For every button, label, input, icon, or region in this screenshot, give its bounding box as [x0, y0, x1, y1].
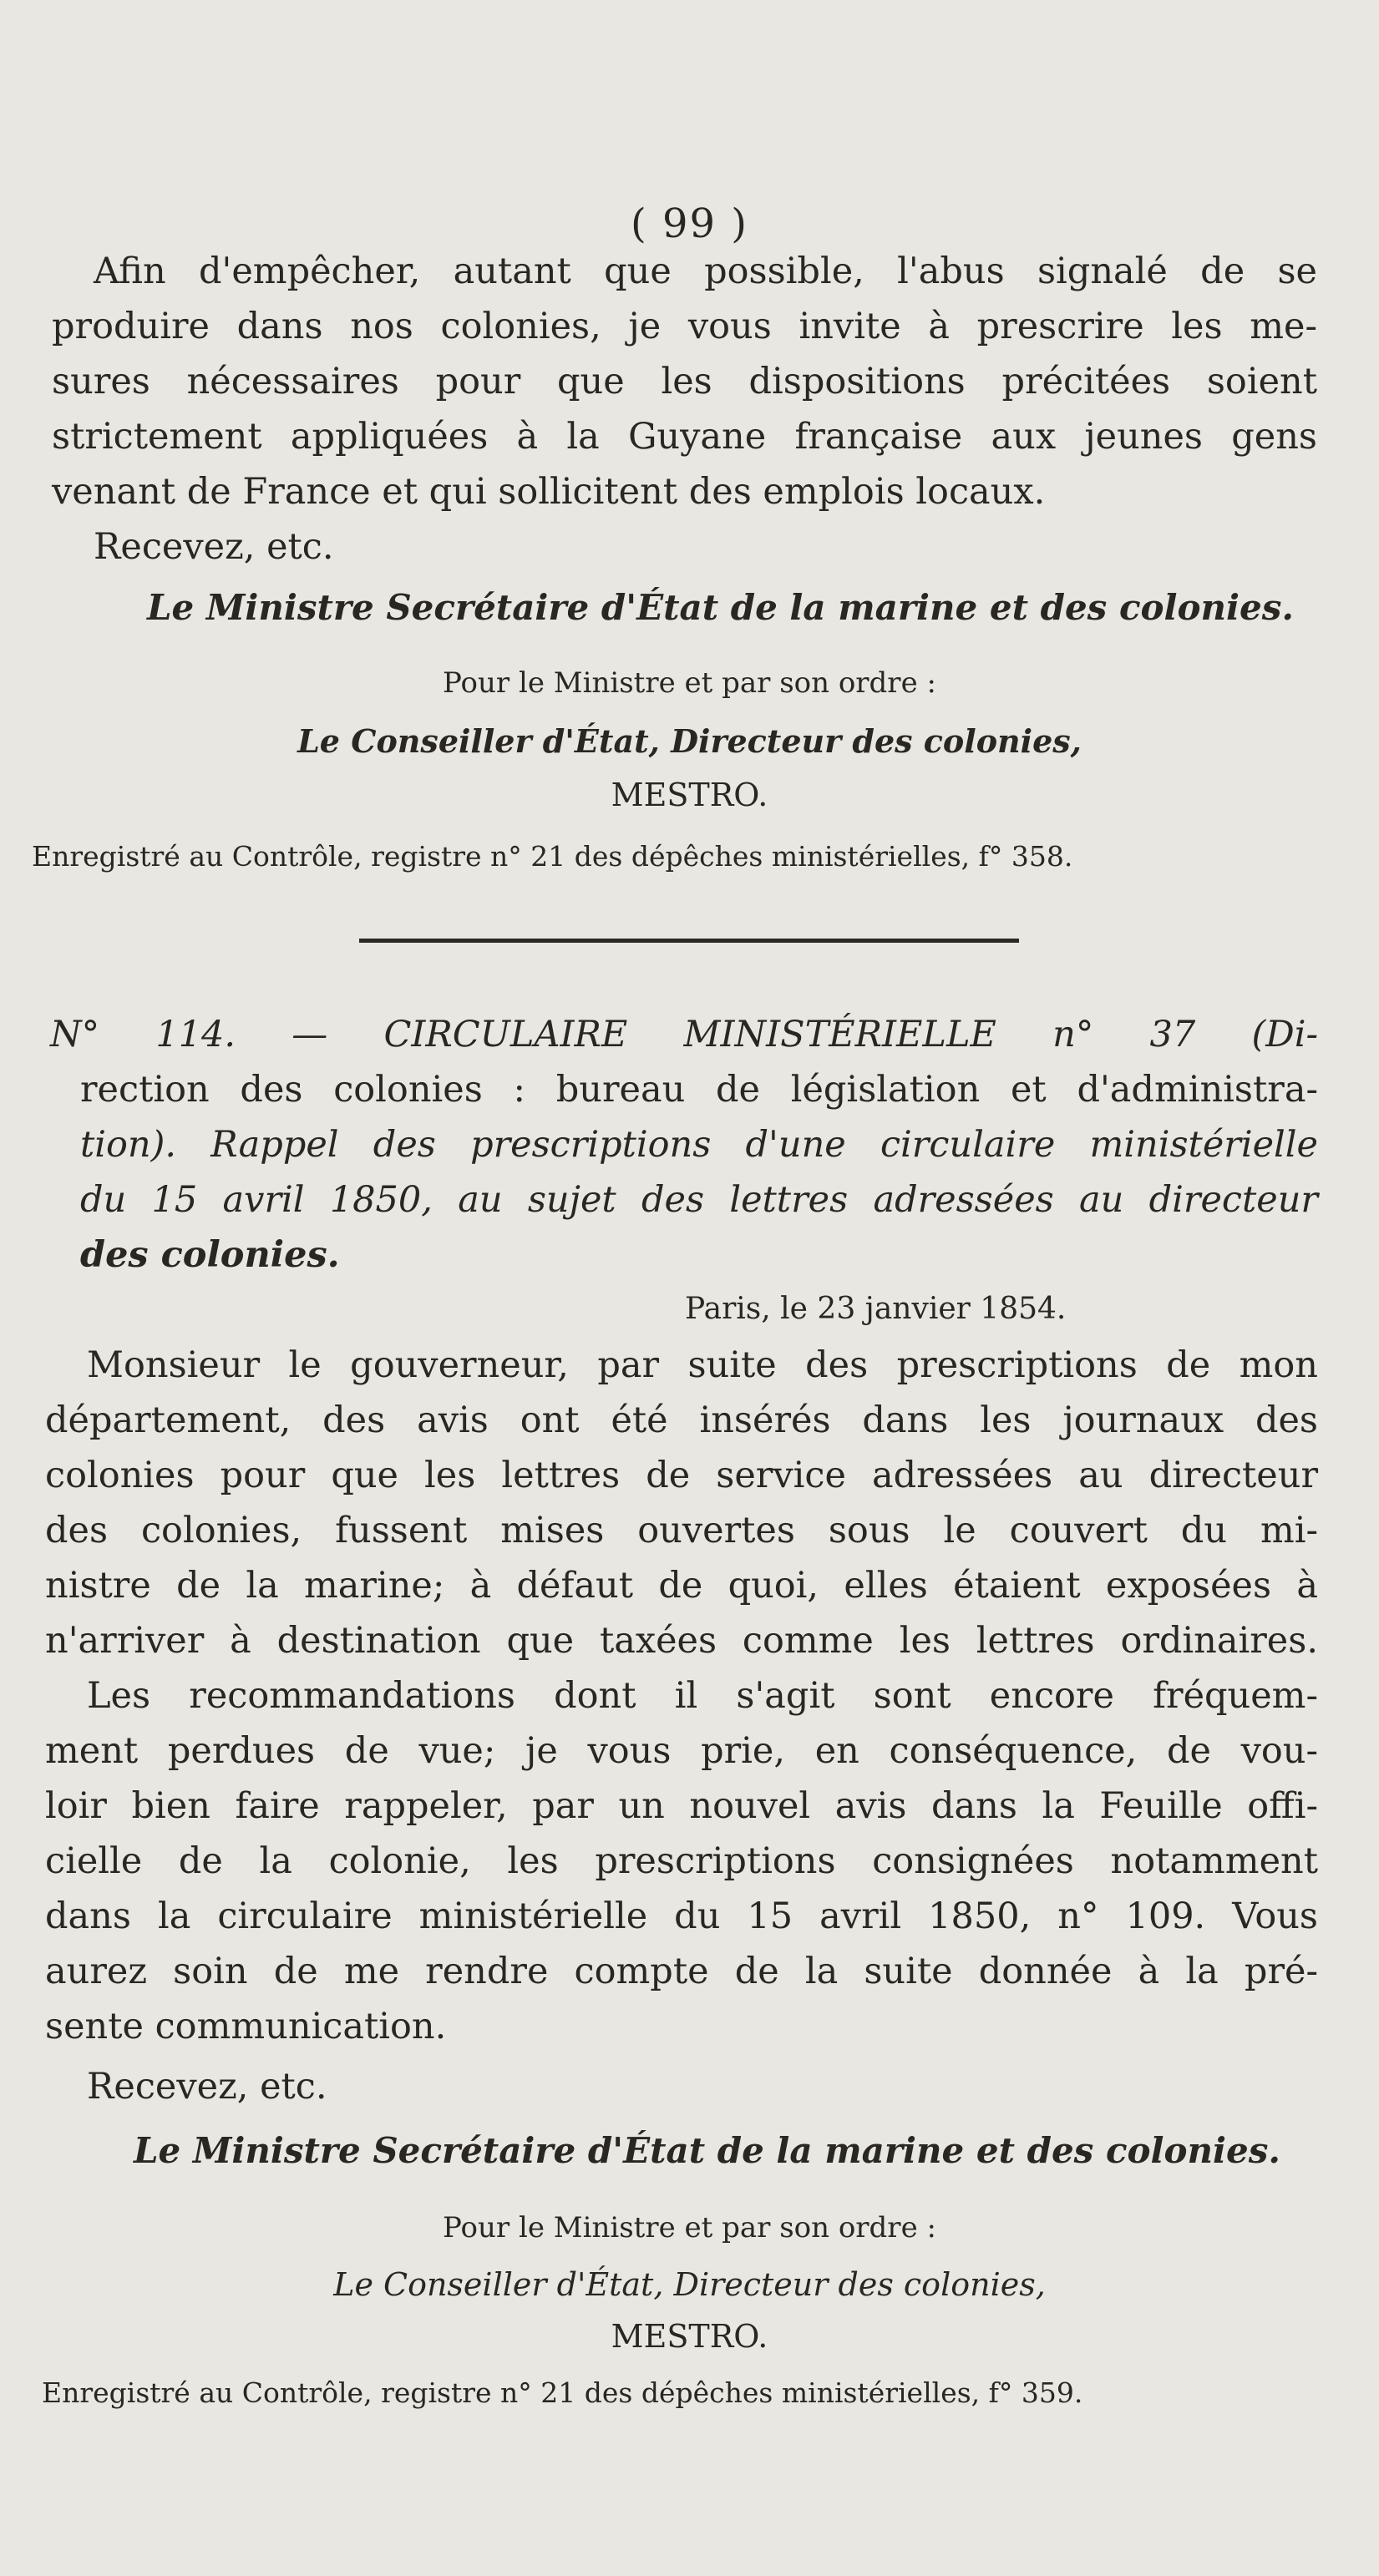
section1-pour-line: Pour le Ministre et par son ordre : [443, 666, 936, 700]
heading-line: du 15 avril 1850, au sujet des lettres adressées au directeur [80, 1179, 1318, 1221]
section2-registry: Enregistré au Contrôle, registre n° 21 des dépêches ministérielles, f° 359. [42, 2376, 1083, 2409]
section1-paragraph [52, 244, 1317, 519]
section2-minister-title: Le Ministre Secrétaire d'État de la marine et des colonies. [134, 2130, 1280, 2171]
section1-signature: MESTRO. [611, 777, 768, 813]
heading-line: tion). Rappel des prescriptions d'une circulaire ministérielle [80, 1124, 1318, 1166]
text-line: dans la circulaire ministérielle du 15 avril 1850, n° 109. Vous [45, 1895, 1318, 1937]
text-line: Les recommandations dont il s'agit sont encore fréquem- [87, 1675, 1318, 1717]
heading-line: des colonies. [80, 1234, 340, 1276]
section2-heading [50, 1007, 1318, 1283]
text-line: strictement appliquées à la Guyane française aux jeunes gens [52, 416, 1317, 458]
section2-date-line: Paris, le 23 janvier 1854. [685, 1292, 1067, 1326]
text-line: ment perdues de vue; je vous prie, en conséquence, de vou- [45, 1730, 1318, 1772]
text-line: sente communication. [45, 2006, 447, 2047]
section1-minister-title: Le Ministre Secrétaire d'État de la marine et des colonies. [147, 587, 1294, 628]
section-divider [359, 939, 1019, 943]
text-line: Afin d'empêcher, autant que possible, l'abus signalé de se [94, 251, 1317, 292]
section2-signature: MESTRO. [611, 2318, 768, 2355]
text-line: sures nécessaires pour que les dispositions précitées soient [52, 361, 1317, 402]
text-line: Monsieur le gouverneur, par suite des prescriptions de mon [87, 1344, 1318, 1386]
text-line: département, des avis ont été insérés dans les journaux des [45, 1399, 1318, 1441]
text-line: nistre de la marine; à défaut de quoi, elles étaient exposées à [45, 1565, 1318, 1607]
section2-conseiller: Le Conseiller d'État, Directeur des colonies, [333, 2266, 1046, 2303]
section1-registry: Enregistré au Contrôle, registre n° 21 des dépêches ministérielles, f° 358. [32, 840, 1073, 873]
text-line: des colonies, fussent mises ouvertes sous le couvert du mi- [45, 1510, 1318, 1551]
section1-conseiller: Le Conseiller d'État, Directeur des colonies, [297, 722, 1082, 760]
text-line: n'arriver à destination que taxées comme les lettres ordinaires. [45, 1620, 1318, 1662]
heading-line: rection des colonies : bureau de législation et d'administra- [80, 1069, 1318, 1111]
section2-paragraph1 [45, 1338, 1318, 1668]
text-line: colonies pour que les lettres de service adressées au directeur [45, 1455, 1318, 1496]
section1-closing: Recevez, etc. [94, 526, 334, 568]
section2-pour-line: Pour le Ministre et par son ordre : [443, 2211, 936, 2245]
text-line: loir bien faire rappeler, par un nouvel avis dans la Feuille offi- [45, 1785, 1318, 1827]
heading-line: N° 114. — CIRCULAIRE MINISTÉRIELLE n° 37 (Di- [50, 1014, 1318, 1055]
section2-closing: Recevez, etc. [87, 2066, 327, 2108]
page-number: ( 99 ) [630, 200, 749, 247]
text-line: venant de France et qui sollicitent des emplois locaux. [52, 471, 1046, 513]
text-line: cielle de la colonie, les prescriptions consignées notamment [45, 1840, 1318, 1882]
text-line: aurez soin de me rendre compte de la suite donnée à la pré- [45, 1951, 1318, 1992]
text-line: produire dans nos colonies, je vous invite à prescrire les me- [52, 306, 1317, 347]
section2-paragraph2 [45, 1668, 1318, 2054]
